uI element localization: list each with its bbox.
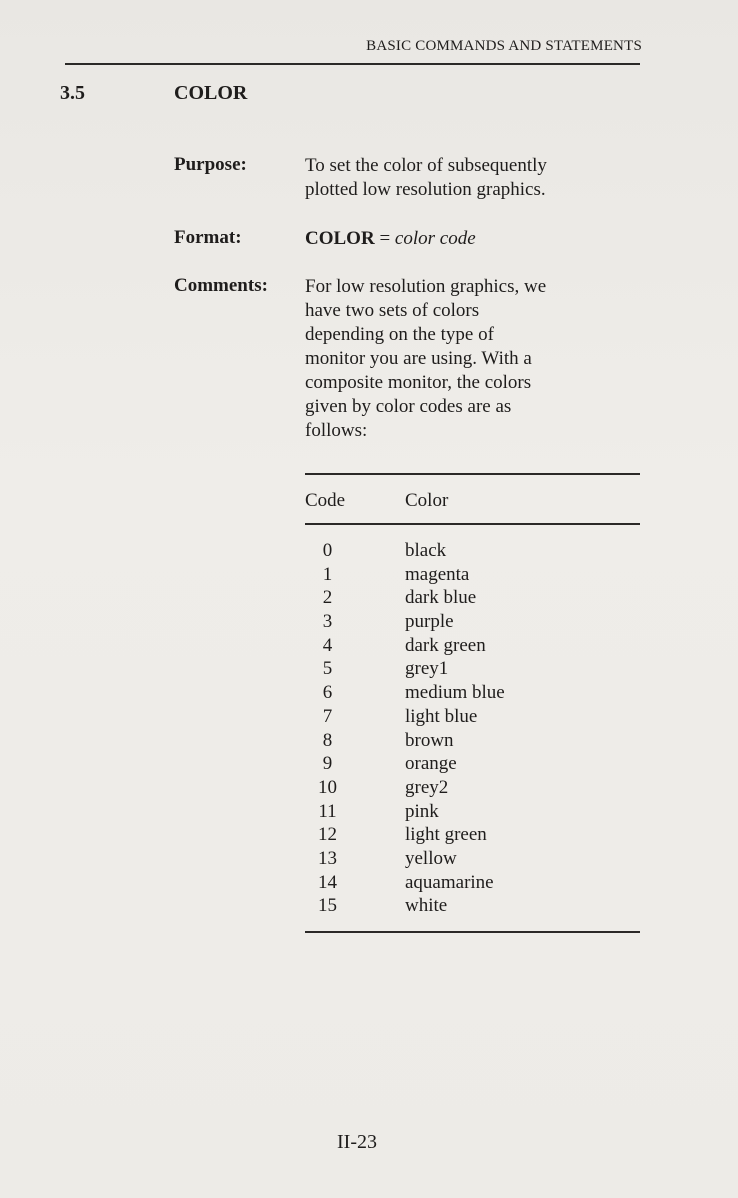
table-cell-color: grey2 bbox=[405, 776, 449, 798]
table-cell-color: grey1 bbox=[405, 658, 449, 680]
purpose-label: Purpose: bbox=[174, 154, 247, 175]
table-cell-code: 10 bbox=[318, 776, 337, 798]
purpose-line: plotted low resolution graphics. bbox=[305, 179, 546, 200]
table-cell-color: dark blue bbox=[405, 587, 477, 609]
section-number: 3.5 bbox=[60, 82, 85, 104]
table-cell-color: pink bbox=[405, 800, 439, 822]
comments-line: composite monitor, the colors bbox=[305, 372, 532, 393]
table-cell-color: dark green bbox=[405, 634, 486, 656]
table-cell-color: light blue bbox=[405, 705, 478, 727]
table-color-column bbox=[405, 539, 625, 918]
table-top-rule bbox=[305, 473, 640, 475]
purpose-text bbox=[305, 154, 641, 202]
table-cell-code: 3 bbox=[322, 611, 333, 633]
format-command: COLOR bbox=[305, 228, 375, 249]
comments-line: have two sets of colors bbox=[305, 300, 480, 321]
table-cell-color: magenta bbox=[405, 563, 470, 585]
table-header-color: Color bbox=[405, 490, 449, 511]
table-cell-code: 13 bbox=[318, 847, 337, 869]
table-cell-color: light green bbox=[405, 824, 487, 846]
format-syntax bbox=[305, 227, 641, 251]
table-cell-code: 11 bbox=[318, 800, 337, 822]
table-cell-code: 6 bbox=[322, 682, 333, 704]
table-cell-code: 1 bbox=[322, 563, 333, 585]
table-header-code: Code bbox=[305, 490, 346, 511]
table-cell-code: 4 bbox=[322, 634, 333, 656]
running-header: BASIC COMMANDS AND STATEMENTS bbox=[366, 38, 642, 54]
header-rule bbox=[65, 63, 640, 65]
format-argument: color code bbox=[394, 228, 476, 249]
table-cell-code: 9 bbox=[322, 753, 333, 775]
table-cell-color: white bbox=[405, 895, 448, 917]
table-cell-code: 12 bbox=[318, 824, 337, 846]
comments-line: given by color codes are as bbox=[305, 396, 512, 417]
table-cell-code: 2 bbox=[322, 587, 333, 609]
table-cell-color: orange bbox=[405, 753, 457, 775]
table-cell-code: 15 bbox=[318, 895, 337, 917]
table-cell-code: 0 bbox=[322, 540, 333, 561]
comments-label: Comments: bbox=[174, 275, 268, 296]
table-cell-code: 8 bbox=[322, 729, 333, 751]
table-cell-color: black bbox=[405, 540, 447, 561]
page-number: II-23 bbox=[337, 1131, 377, 1153]
purpose-line: To set the color of subsequently bbox=[305, 155, 547, 176]
table-cell-color: yellow bbox=[405, 847, 457, 869]
table-cell-code: 5 bbox=[322, 658, 333, 680]
table-cell-color: medium blue bbox=[405, 682, 505, 704]
table-cell-code: 14 bbox=[318, 871, 337, 893]
table-bottom-rule bbox=[305, 931, 640, 933]
comments-line: follows: bbox=[305, 420, 368, 441]
table-cell-color: purple bbox=[405, 611, 454, 633]
table-cell-color: brown bbox=[405, 729, 454, 751]
table-code-column bbox=[305, 539, 350, 918]
comments-line: depending on the type of bbox=[305, 324, 494, 345]
comments-line: For low resolution graphics, we bbox=[305, 276, 547, 297]
table-header-rule bbox=[305, 523, 640, 525]
format-label: Format: bbox=[174, 227, 242, 248]
section-title: COLOR bbox=[174, 82, 248, 104]
format-equals: = bbox=[374, 228, 395, 249]
comments-line: monitor you are using. With a bbox=[305, 348, 532, 369]
comments-text bbox=[305, 275, 641, 443]
table-cell-color: aquamarine bbox=[405, 871, 494, 893]
table-cell-code: 7 bbox=[322, 705, 333, 727]
